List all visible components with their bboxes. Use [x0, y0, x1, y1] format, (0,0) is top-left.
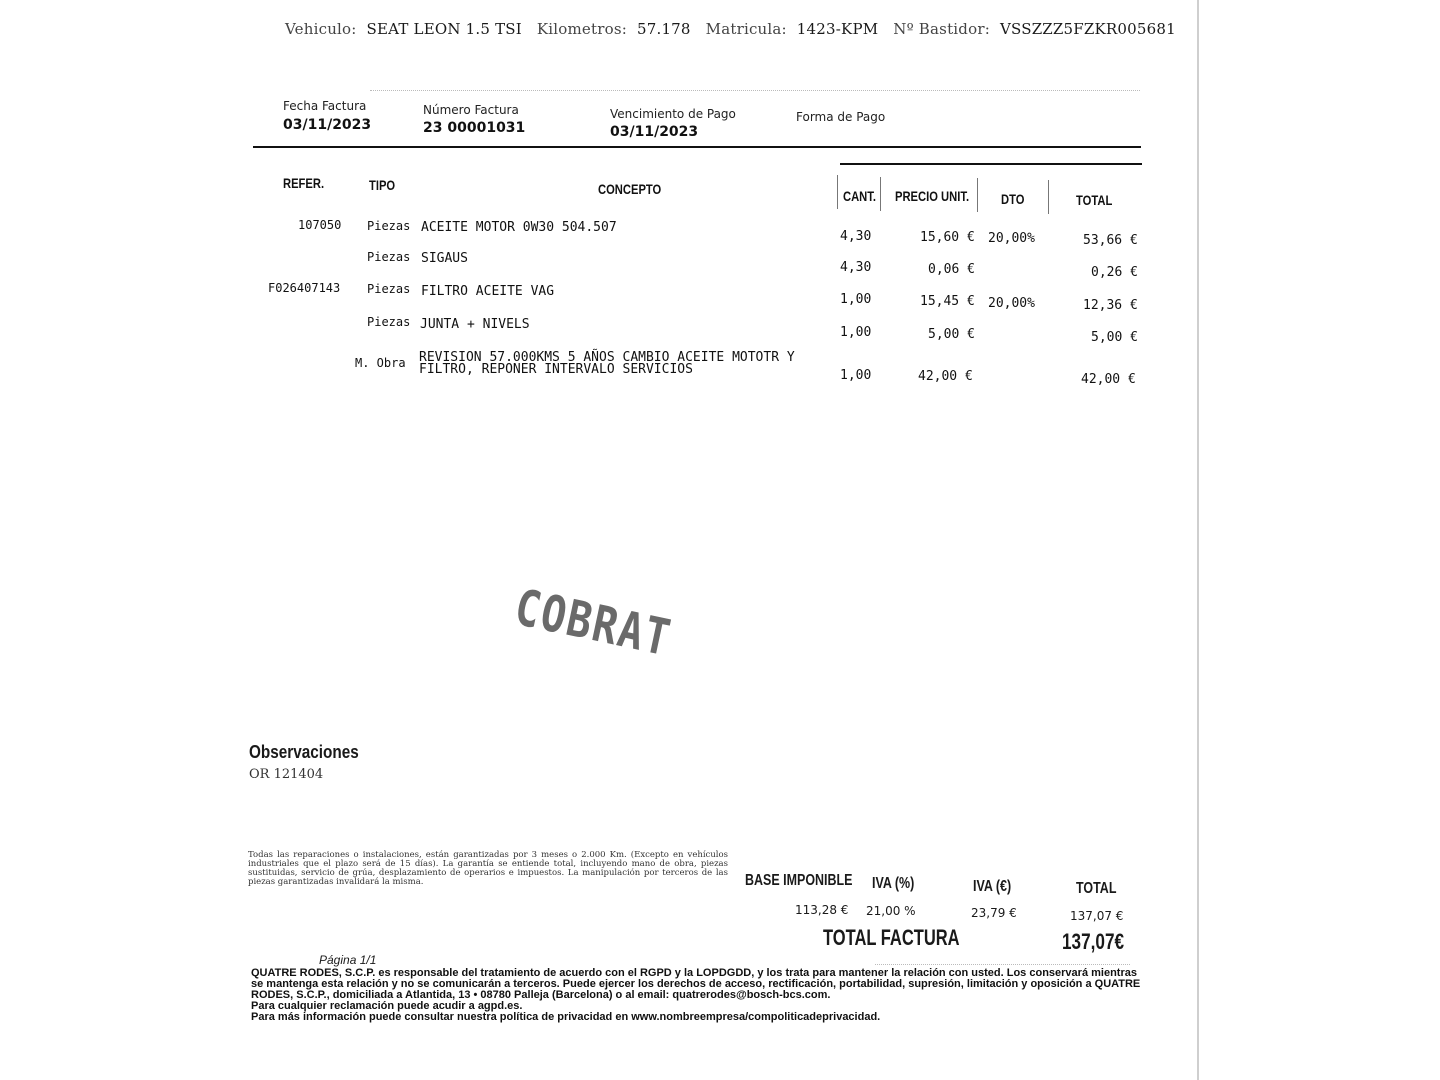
cell-description: ACEITE MOTOR 0W30 504.507 [421, 220, 617, 235]
vat-pct-label: IVA (%) [872, 875, 915, 892]
col-separator [880, 177, 881, 211]
plate-label: Matricula: [705, 20, 787, 38]
privacy-line: QUATRE RODES, S.C.P. es responsable del tratamiento de acuerdo con el RGPD y la LOPDGDD, y los trata para mantener la relación con usted. Los conservará mientras se mantenga esta relación y no se comunicarán a terceros. Puede ejercer los derechos de acceso, rectificación, portabilidad, supresión, limitación y oposición a QUATRE RODES, S.C.P., domiciliada a Atlantida, 13 • 08780 Palleja (Barcelona) o al email: quatrerodes@bosch-bcs.com. [251, 967, 1141, 1001]
cell-qty: 4,30 [840, 260, 872, 275]
cell-ref: 107050 [298, 218, 342, 232]
col-separator [977, 178, 978, 212]
grand-total-label: TOTAL FACTURA [823, 925, 960, 950]
col-header-discount: DTO [1001, 191, 1025, 207]
vehicle-label: Vehiculo: [285, 20, 357, 38]
dotted-divider [875, 964, 1130, 966]
cell-total: 0,26 € [1091, 265, 1138, 280]
cell-qty: 1,00 [840, 368, 872, 383]
cell-unit-price: 42,00 € [918, 369, 973, 384]
vehicle-info-line [285, 20, 1186, 38]
cell-description: JUNTA + NIVELS [420, 317, 530, 332]
invoice-number-value: 23 00001031 [423, 120, 526, 136]
header-rule-secondary [840, 163, 1142, 165]
cell-unit-price: 0,06 € [928, 262, 975, 277]
privacy-notice [251, 968, 1141, 1023]
km-label: Kilometros: [536, 20, 627, 38]
cell-qty: 1,00 [840, 292, 872, 307]
cell-total: 5,00 € [1091, 330, 1138, 345]
cell-type: Piezas [367, 250, 411, 264]
scan-edge-line [1197, 0, 1199, 1080]
payment-method-label: Forma de Pago [796, 110, 886, 124]
total-value: 137,07 € [1070, 909, 1124, 923]
cell-unit-price: 15,60 € [920, 230, 975, 245]
privacy-line: Para más información puede consultar nuestra política de privacidad en www.nombreempresa/compoliticadeprivacidad. [251, 1011, 881, 1023]
km-value: 57.178 [636, 20, 691, 38]
cell-type: Piezas [367, 282, 411, 296]
col-header-type: TIPO [369, 177, 396, 193]
total-label: TOTAL [1076, 880, 1117, 897]
col-header-total: TOTAL [1076, 192, 1113, 208]
cell-total: 53,66 € [1083, 233, 1138, 248]
due-date-label: Vencimiento de Pago [610, 107, 736, 121]
col-header-concept: CONCEPTO [598, 181, 662, 197]
cell-ref: F026407143 [268, 281, 341, 295]
dotted-divider [370, 90, 1140, 92]
cell-unit-price: 5,00 € [928, 327, 975, 342]
cell-discount: 20,00% [988, 296, 1035, 311]
due-date-value: 03/11/2023 [610, 124, 699, 140]
col-header-unit-price: PRECIO UNIT. [895, 188, 970, 204]
header-rule [253, 146, 1141, 148]
observations-value: OR 121404 [249, 767, 324, 782]
invoice-number-label: Número Factura [423, 103, 519, 117]
grand-total-value: 137,07€ [1062, 929, 1125, 954]
col-separator [1048, 180, 1049, 214]
cell-description: SIGAUS [421, 251, 468, 266]
chassis-value: VSSZZZ5FZKR005681 [999, 20, 1176, 38]
cell-type: M. Obra [355, 356, 406, 370]
cell-unit-price: 15,45 € [920, 294, 975, 309]
invoice-date-label: Fecha Factura [283, 99, 367, 113]
cell-qty: 4,30 [840, 229, 872, 244]
warranty-text: Todas las reparaciones o instalaciones, están garantizadas por 3 meses o 2.000 Km. (Excepto en vehículos industriales que el plazo será de 15 días). La garantía se entiende total, incluyendo mano de obra, piezas sustituidas, servicio de grúa, desplazamiento de operarios e impuestos. La manipulación por terceros de las piezas garantizadas invalidará la misma. [248, 850, 728, 887]
cell-type: Piezas [367, 219, 411, 233]
cell-total: 12,36 € [1083, 298, 1138, 313]
cell-description: FILTRO ACEITE VAG [421, 284, 555, 299]
vehicle-value: SEAT LEON 1.5 TSI [366, 20, 522, 38]
observations-title: Observaciones [249, 742, 359, 762]
cell-qty: 1,00 [840, 325, 872, 340]
chassis-label: Nº Bastidor: [893, 20, 990, 38]
cell-type: Piezas [367, 315, 411, 329]
vat-pct-value: 21,00 % [866, 904, 916, 918]
base-value: 113,28 € [795, 903, 849, 917]
cell-total: 42,00 € [1081, 372, 1136, 387]
cell-discount: 20,00% [988, 231, 1035, 246]
vat-amount-value: 23,79 € [971, 906, 1017, 920]
privacy-line: Para cualquier reclamación puede acudir a agpd.es. [251, 1000, 523, 1012]
plate-value: 1423-KPM [796, 20, 879, 38]
col-separator [837, 175, 838, 209]
col-header-qty: CANT. [843, 188, 876, 204]
invoice-date-value: 03/11/2023 [283, 117, 372, 133]
page-number: Página 1/1 [319, 953, 377, 967]
vat-amount-label: IVA (€) [973, 878, 1012, 895]
cell-description: REVISION 57.000KMS 5 AÑOS CAMBIO ACEITE MOTOTR Y FILTRO, REPONER INTERVALO SERVICIOS [419, 350, 795, 377]
col-header-ref: REFER. [283, 175, 325, 191]
paid-stamp: COBRAT [509, 578, 677, 668]
base-label: BASE IMPONIBLE [745, 872, 853, 889]
